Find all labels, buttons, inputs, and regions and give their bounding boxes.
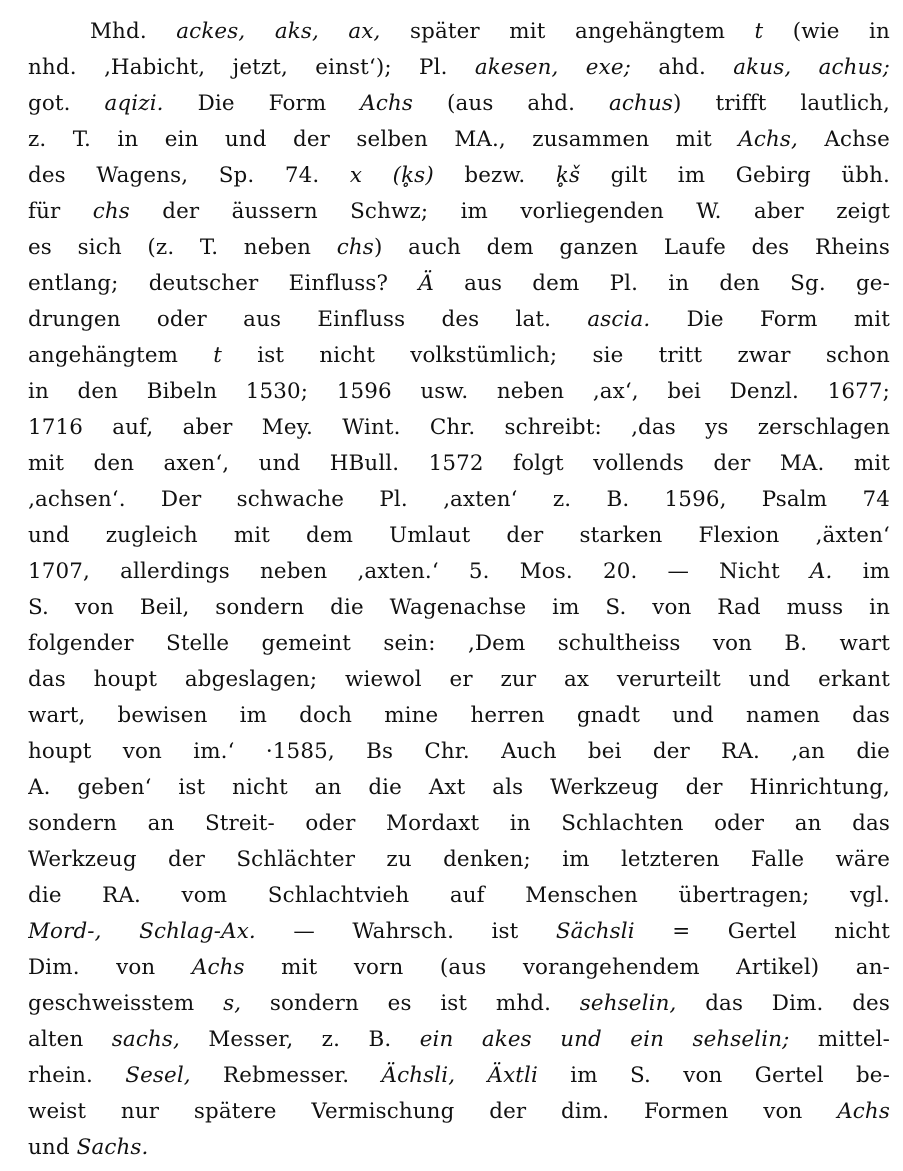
text-run: ‚achsen‘. Der schwache Pl. ‚axten‘ z. B. 1596, Psalm 74 [28,487,890,512]
text-run: das Dim. des [676,991,890,1016]
text-line [28,374,890,410]
text-run: Messer, z. B. [179,1027,420,1052]
italic-term: Ä [418,271,434,296]
text-run: — Wahrsch. ist [255,919,556,944]
italic-term: akesen, exe; [474,55,631,80]
text-run: aus dem Pl. in den Sg. ge- [433,271,890,296]
text-run: ahd. [631,55,734,80]
text-line [28,194,890,230]
text-line [28,86,890,122]
italic-term: ascia. [587,307,651,332]
text-line [28,1094,890,1130]
text-run: sondern an Streit- oder Mordaxt in Schlachten oder an das [28,811,890,836]
text-run: drungen oder aus Einfluss des lat. [28,307,588,332]
text-run: im S. von Gertel be- [538,1063,890,1088]
italic-term: t [754,19,764,44]
text-run: got. [28,91,105,116]
italic-term: A. [809,559,833,584]
text-run: ) auch dem ganzen Laufe des Rheins [373,235,890,260]
text-run: = Gertel nicht [634,919,890,944]
italic-term: x (k̥s) [349,163,434,188]
italic-term: ackes, aks, ax, [176,19,381,44]
dictionary-page [28,14,898,1164]
italic-term: Achs [360,91,414,116]
text-line [28,878,890,914]
text-run: folgender Stelle gemeint sein: ‚Dem schultheiss von B. wart [28,631,890,656]
text-line [28,1130,149,1166]
text-run: später mit angehängtem [380,19,755,44]
text-run: (aus ahd. [413,91,610,116]
italic-term: s, [223,991,242,1016]
text-run: 1716 auf, aber Mey. Wint. Chr. schreibt: ‚das ys zerschlagen [28,415,890,440]
text-run: alten [28,1027,112,1052]
text-line [90,14,890,50]
text-run: rhein. [28,1063,126,1088]
text-line [28,986,890,1022]
text-run: für [28,199,93,224]
text-line [28,410,890,446]
text-line [28,1058,890,1094]
text-line [28,122,890,158]
text-line [28,914,890,950]
text-run: die RA. vom Schlachtvieh auf Menschen übertragen; vgl. [28,883,890,908]
text-line [28,554,890,590]
text-run: und [28,1135,77,1160]
italic-term: Schlag-Ax. [101,919,256,944]
text-run: bezw. [433,163,556,188]
text-line [28,806,890,842]
text-run: houpt von im.‘ ·1585, Bs Chr. Auch bei der RA. ‚an die [28,739,890,764]
italic-term: chs [336,235,374,260]
text-run: ) trifft lautlich, [673,91,890,116]
italic-term: sehselin, [579,991,677,1016]
text-line [28,734,890,770]
text-line [28,662,890,698]
text-run: angehängtem [28,343,214,368]
italic-term: Achs [191,955,245,980]
italic-term: Sächsli [555,919,635,944]
text-run: wart, bewisen im doch mine herren gnadt und namen das [28,703,890,728]
text-run: das houpt abgeslagen; wiewol er zur ax verurteilt und erkant [28,667,890,692]
italic-term: achus [609,91,674,116]
text-line [28,1022,890,1058]
text-run: Werkzeug der Schlächter zu denken; im letzteren Falle wäre [28,847,890,872]
text-line [28,50,890,86]
text-line [28,446,890,482]
text-run: Dim. von [28,955,192,980]
text-run: Achse [797,127,890,152]
italic-term: Achs, [738,127,798,152]
text-run: 1707, allerdings neben ‚axten.‘ 5. Mos. 20. — Nicht [28,559,810,584]
italic-term: Achs [837,1099,890,1124]
text-line [28,266,890,302]
text-run: (wie in [763,19,890,44]
text-run: und zugleich mit dem Umlaut der starken Flexion ‚äxten‘ [28,523,890,548]
italic-term: Sachs. [76,1135,149,1160]
text-run: weist nur spätere Vermischung der dim. Formen von [28,1099,838,1124]
text-run: Die Form mit [650,307,890,332]
text-run: Die Form [163,91,361,116]
italic-term: Mord-, [28,919,102,944]
text-line [28,518,890,554]
text-run: im [832,559,890,584]
text-run: es sich (z. T. neben [28,235,337,260]
text-run: S. von Beil, sondern die Wagenachse im S. von Rad muss in [28,595,890,620]
text-run: gilt im Gebirg übh. [580,163,890,188]
text-line [28,950,890,986]
text-line [28,302,890,338]
italic-term: Ächsli, Äxtli [381,1063,539,1088]
italic-term: t [213,343,223,368]
text-line [28,158,890,194]
text-run: des Wagens, Sp. 74. [28,163,350,188]
text-line [28,482,890,518]
text-run: nhd. ‚Habicht, jetzt, einst‘); Pl. [28,55,475,80]
italic-term: Sesel, [125,1063,191,1088]
text-run: mittel- [789,1027,890,1052]
italic-term: akus, achus; [733,55,890,80]
text-line [28,338,890,374]
italic-term: k̥š [555,163,581,188]
text-run: der äussern Schwz; im vorliegenden W. aber zeigt [129,199,890,224]
italic-term: aqizi. [104,91,164,116]
text-line [28,230,890,266]
text-line [28,698,890,734]
text-run: mit vorn (aus vorangehendem Artikel) an- [244,955,890,980]
italic-term: sachs, [111,1027,180,1052]
text-run: entlang; deutscher Einfluss? [28,271,419,296]
text-run: Rebmesser. [190,1063,382,1088]
text-run: sondern es ist mhd. [241,991,580,1016]
text-run: Mhd. [90,19,177,44]
text-line [28,842,890,878]
text-run: ist nicht volkstümlich; sie tritt zwar schon [222,343,890,368]
italic-term: chs [92,199,130,224]
italic-term: ein akes und ein sehselin; [419,1027,790,1052]
text-run: geschweisstem [28,991,224,1016]
text-line [28,590,890,626]
text-line [28,770,890,806]
text-run: z. T. in ein und der selben MA., zusammen mit [28,127,739,152]
text-line [28,626,890,662]
text-run: in den Bibeln 1530; 1596 usw. neben ‚ax‘, bei Denzl. 1677; [28,379,890,404]
text-run: A. geben‘ ist nicht an die Axt als Werkzeug der Hinrichtung, [28,775,890,800]
text-run: mit den axen‘, und HBull. 1572 folgt vollends der MA. mit [28,451,890,476]
